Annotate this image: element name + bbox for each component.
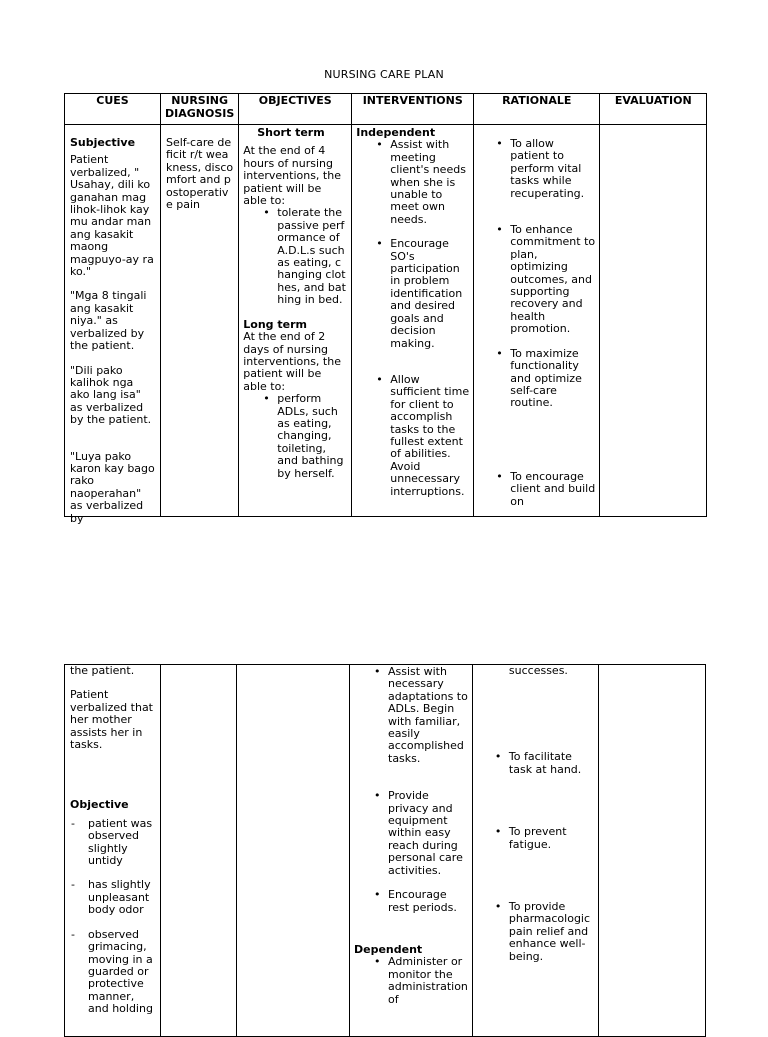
intervention-item: • Encourage rest periods.	[368, 889, 468, 914]
objective-item: • perform ADLs, such as eating, changing, toileting, and bathing by herself.	[257, 393, 347, 480]
long-term-text: At the end of 2 days of nursing interventions, the patient will be able to:	[243, 330, 341, 393]
cue-text: "Dili pako kalihok nga ako lang isa" as verbalized by the patient.	[70, 363, 152, 427]
intervention-item: • Provide privacy and equipment within easy reach during personal care activities.	[368, 790, 468, 877]
header-nursing-diagnosis: NURSING DIAGNOSIS	[161, 94, 239, 125]
document-title: NURSING CARE PLAN	[324, 68, 444, 81]
cue-text: "Luya pako karon kay bago rako naoperahan" as verbalized by	[70, 449, 155, 525]
diagnosis-cell	[161, 125, 239, 517]
header-objectives: OBJECTIVES	[239, 94, 352, 125]
cue-text: Patient verbalized, " Usahay, dili ko ganahan mag lihok-lihok kay mu andar man ang kasakit maong magpuyo-ay ra ko."	[70, 153, 154, 279]
header-rationale: RATIONALE	[474, 94, 600, 125]
intervention-item: • Allow sufficient time for client to accomplish tasks to the fullest extent of abilities. Avoid unnecessary interruptions.	[370, 374, 469, 498]
evaluation-cell	[598, 665, 705, 1037]
rationale-item: • To provide pharmacologic pain relief and enhance well-being.	[489, 901, 594, 963]
intervention-item: • Assist with necessary adaptations to ADLs. Begin with familiar, easily accomplished tasks.	[368, 666, 468, 765]
dependent-heading: Dependent	[354, 942, 423, 956]
diagnosis-text: Self-care deficit r/t weakness, discomfort and postoperative pain	[166, 136, 234, 212]
cue-item: - has slightly unpleasant body odor	[70, 879, 156, 916]
long-term-heading: Long term	[243, 317, 307, 331]
rationale-item: • To allow patient to perform vital tasks while recuperating.	[490, 138, 595, 200]
independent-heading: Independent	[356, 126, 436, 139]
short-term-text: At the end of 4 hours of nursing interventions, the patient will be able to:	[243, 144, 341, 208]
interventions-cell	[350, 665, 473, 1037]
evaluation-cell	[600, 125, 707, 517]
header-row	[65, 94, 707, 125]
short-term-heading: Short term	[257, 126, 325, 139]
header-evaluation: EVALUATION	[600, 94, 707, 125]
table-row	[65, 665, 706, 1037]
diagnosis-cell	[161, 665, 237, 1037]
table-row	[65, 125, 707, 517]
header-interventions: INTERVENTIONS	[352, 94, 474, 125]
subjective-heading: Subjective	[70, 136, 136, 149]
intervention-item: • Assist with meeting client's needs when she is unable to meet own needs.	[370, 139, 469, 226]
intervention-item: • Administer or monitor the administration of	[368, 956, 468, 1006]
rationale-cont: successes.	[508, 664, 568, 677]
objectives-cell	[237, 665, 350, 1037]
objective-item: • tolerate the passive performance of A.D.L.s such as eating, changing clothes, and bathing in bed.	[257, 207, 347, 306]
header-cues: CUES	[65, 94, 161, 125]
cue-item: - patient was observed slightly untidy	[70, 818, 156, 868]
rationale-cell	[474, 125, 600, 517]
intervention-item: • Encourage SO's participation in problem identification and desired goals and decision making.	[370, 238, 469, 350]
rationale-item: • To enhance commitment to plan, optimizing outcomes, and supporting recovery and health promotion.	[490, 224, 595, 336]
cue-text: Patient verbalized that her mother assists her in tasks.	[70, 688, 153, 752]
care-plan-table-page2	[64, 664, 706, 1037]
rationale-item: • To maximize functionality and optimize self-care routine.	[490, 348, 595, 410]
rationale-item: • To encourage client and build on	[490, 471, 595, 508]
rationale-item: • To prevent fatigue.	[489, 826, 594, 851]
cue-text: the patient.	[70, 664, 135, 677]
rationale-item: • To facilitate task at hand.	[489, 751, 594, 776]
cue-item: - observed grimacing, moving in a guarded or protective manner, and holding	[70, 929, 156, 1016]
cues-cell	[65, 125, 161, 525]
cues-cell	[65, 665, 161, 1037]
cue-text: "Mga 8 tingali ang kasakit niya." as verbalized by the patient.	[70, 289, 147, 353]
rationale-cell	[472, 665, 598, 1037]
interventions-cell	[352, 125, 474, 517]
objective-heading: Objective	[70, 798, 129, 812]
objectives-cell	[239, 125, 352, 517]
care-plan-table-page1	[64, 93, 707, 525]
